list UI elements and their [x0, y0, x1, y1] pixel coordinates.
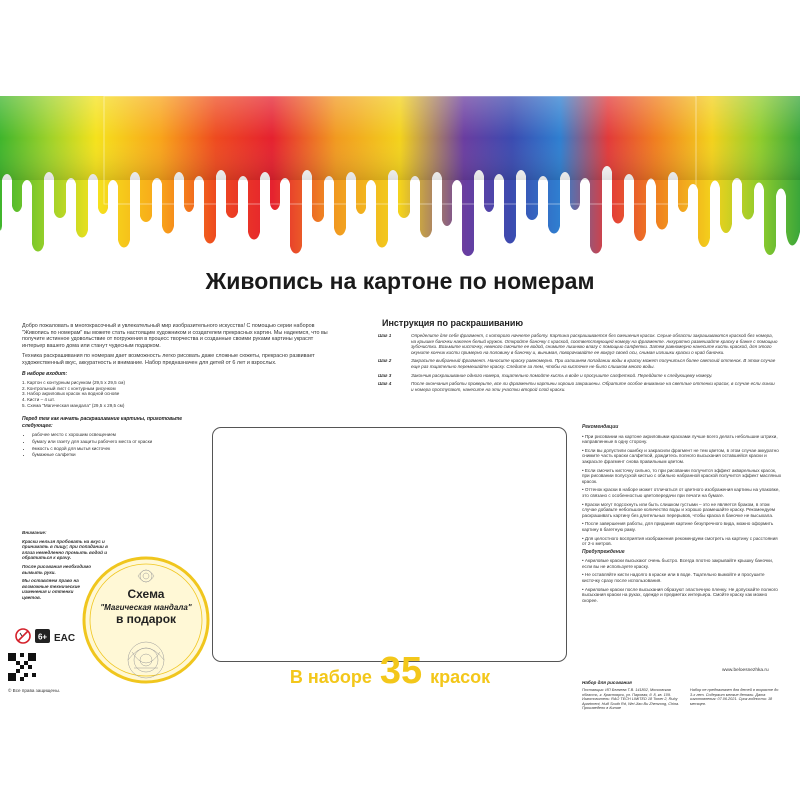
- footer-safety-text: Набор не предназначен для детей в возрасте до 3-х лет. Содержит мелкие детали. Дата изготовления: 07.06.2021. Срок годности: 18 месяцев.: [690, 688, 779, 706]
- svg-text:6+: 6+: [37, 632, 48, 642]
- prepare-item: • рабочее место с хорошим освещением: [32, 432, 334, 438]
- copyright-text: © Все права защищены.: [8, 688, 61, 693]
- step-text: Определите для себя фрагмент, с которого начнете работу. Картина раскрашивается без смешения красок. Серые области закрашиваются краской без номера, на крышке баночки наклеен белый кружок. Откройте баночку с краской, соответствующей номеру на фрагменте. Аккуратно размешайте краску в банке с помощью зубочистки. Возьмите кисточку, немного смочите ее водой, снимите лишнюю влагу с помощью салфетки. Затем равномерно нанесите кисть краской, для этого окуните кончик кисти примерно на половину в баночку и, вынимая, поворачивайте ее вокруг своей оси, снимая излишки краски о край баночки.: [411, 333, 778, 355]
- instruction-step: [378, 381, 778, 392]
- recommendations-title: Рекомендации: [582, 424, 619, 430]
- intro-paragraph: Техника раскрашивания по номерам дает возможность легко рисовать даже сложные сюжеты, прекрасно развивает художественный вкус, аккуратность и внимание. Набор предназначен для детей от 6 лет и взрослых.: [22, 353, 315, 366]
- kit-item: 4. Кисти – 4 шт.: [22, 396, 55, 402]
- instruction-step: [378, 358, 778, 369]
- banner-text: красок: [430, 667, 491, 687]
- mandala-medallion: [82, 556, 210, 684]
- warnings-title: Внимание:: [22, 530, 47, 535]
- kit-item: 1. Картон с контурным рисунком (29,5 х 29,5 см): [22, 380, 125, 386]
- prepare-item: • бумагу или газету для защиты рабочего места от краски: [32, 439, 334, 445]
- eac-mark-icon: [54, 633, 75, 644]
- step-label: Шаг 1: [378, 333, 392, 338]
- recommendation-item: • Если вы допустили ошибку и закрасили фрагмент не тем цветом, в этом случае аккуратно снимите часть краски салфеткой, дождитесь полного высыхания оставшейся краски и закрасьте фрагмент снова правильным цветом.: [582, 447, 779, 464]
- medallion-line: "Магическая мандала": [100, 603, 192, 612]
- banner-number: 35: [379, 650, 423, 692]
- recommendation-item: • Оттенок краски в наборе может отличаться от цветного изображения картины на упаковке, это связано с особенностью цветопередачи при печати на бумаге.: [582, 487, 780, 498]
- step-label: Шаг 4: [378, 381, 392, 387]
- kit-item: 5. Схема "Магическая мандала" (29,5 х 29,5 см): [22, 402, 125, 408]
- qr-code-icon: [8, 653, 36, 681]
- step-text: Закончив раскрашивание одного номера, тщательно помойте кисть в воде и просушите салфеткой. Перейдите к следующему номеру.: [411, 372, 713, 378]
- recommendation-item: • Если смочить кисточку сильно, то при рисовании получится эффект акварельных красок, при рисовании полусухой кистью с обильно набранной краской получится эффект масляных красок.: [582, 467, 782, 484]
- footer-title: Набор для рисования: [582, 680, 632, 685]
- kit-list: [22, 380, 334, 408]
- step-text: Закрасьте выбранный фрагмент. Наносите краску равномерно. При излишнем попадании воды в краску может получиться более светлый оттенок. В этом случае еще раз тщательно перемешайте краску. Следите за тем, чтобы на кисточке не было слишком много воды.: [411, 358, 776, 369]
- svg-text:EAC: EAC: [54, 633, 76, 644]
- badges-row: [14, 627, 78, 651]
- instruction-step: [378, 333, 778, 355]
- paint-count-banner: [255, 650, 525, 692]
- recommendation-item: • При рисовании на картоне акриловыми красками лучше всего делать небольшие штрихи, направленные в одну сторону.: [582, 433, 778, 445]
- kit-item: 2. Контрольный лист с контурным рисунком: [22, 385, 116, 391]
- recommendations-section: [582, 425, 782, 606]
- kit-title: В наборе входит:: [22, 370, 68, 377]
- warning-text: Мы оставляем право на возможные технические изменения и оттенки цветов.: [22, 578, 80, 600]
- banner-text: В наборе: [289, 667, 372, 687]
- warning-item: • Акриловые краски высыхают очень быстро. Всегда плотно закрывайте крышку баночки, если вы не используете краску.: [582, 558, 774, 569]
- kit-item: 3. Набор акриловых красок на водной основе: [22, 391, 120, 397]
- recommendation-item: • Краски могут подсохнуть или быть слишком густыми – это не является браком, в этом случае добавьте небольшое количество воды и хорошо размешайте краску. Рекомендуем раскрашивать картину без длительных перерывов, чтобы краска в баночке не высыхала.: [582, 501, 776, 518]
- instructions-title: Инструкция по раскрашиванию: [382, 318, 524, 328]
- intro-paragraph: Добро пожаловать в многокрасочный и увлекательный мир изобразительного искусства! С помощью серии наборов "Живопись по номерам" вы можете стать настоящим художником и создателем прекрасных картин. Мы надеемся, что вы получите истинное удовольствие от погружения в процесс творчества и созданные своими руками картины украсят интерьер вашего дома или станут чудесным подарком.: [22, 323, 328, 349]
- warning-text: Краски нельзя пробовать на вкус и принимать в пищу; при попадании в глаза немедленно промыть водой и обратиться к врачу.: [22, 538, 108, 561]
- rainbow-paint-drips: [0, 0, 800, 260]
- footer-supplier-text: Поставщик: ИП Беляева Т.В. 141802, Московская область, г. Красноярск, ул. Паровая, д. 8, кв. 109. Изготовитель: RAO TECH LIMITED 18 Tower 2, Ruby Apartment, Huili South Rd, Wei Jiao Bu Zhenzong, China. Произведено в Китае: [582, 688, 680, 711]
- step-label: Шаг 3: [378, 372, 392, 378]
- recommendation-item: • Для целостного восприятия изображения рекомендуем смотреть на картину с расстояния от 2-х метров.: [582, 535, 778, 547]
- prepare-item: • ёмкость с водой для мытья кисточек: [32, 446, 334, 452]
- age-badge-icon: [35, 629, 50, 643]
- medallion-line: Схема: [127, 587, 165, 601]
- step-text: После окончания работы проверьте, все ли фрагменты картины хорошо закрашены. Обратите особое внимание на светлые оттенки красок, в случае если линии и номера проступают, нанесите на эти участки второй слой краски.: [411, 381, 775, 392]
- picture-placeholder-frame: [212, 427, 567, 662]
- medallion-line: в подарок: [115, 612, 177, 626]
- page-title: Живопись на картоне по номерам: [205, 268, 595, 294]
- recommendation-item: • После завершения работы, для придания картине безупречного вида, можно оформить картину в багетную раму.: [582, 521, 774, 532]
- no-eating-icon: [16, 629, 30, 643]
- warning-text: После рисования необходимо вымыть руки.: [22, 563, 92, 575]
- instructions-steps: [378, 333, 778, 395]
- prepare-title: Перед тем как начать раскрашивание картины, приготовьте следующее:: [22, 416, 183, 429]
- prepare-item: • бумажные салфетки: [32, 452, 334, 458]
- warning-title: Предупреждение: [582, 548, 625, 555]
- mandala-icon: [82, 556, 210, 684]
- warning-item: • Акриловые краски после высыхания образуют эластичную пленку. Не допускайте полного высыхания краски на руках, одежде и предметах интерьера. Смойте краску как можно скорее.: [582, 586, 778, 603]
- instruction-step: [378, 373, 778, 379]
- website-link[interactable]: www.beloesnezhka.ru: [722, 668, 769, 673]
- step-label: Шаг 2: [378, 358, 392, 364]
- warning-item: • Не оставляйте кисти надолго в краске или в воде. Тщательно вымойте и просушите кисточку сразу после использования.: [582, 572, 765, 584]
